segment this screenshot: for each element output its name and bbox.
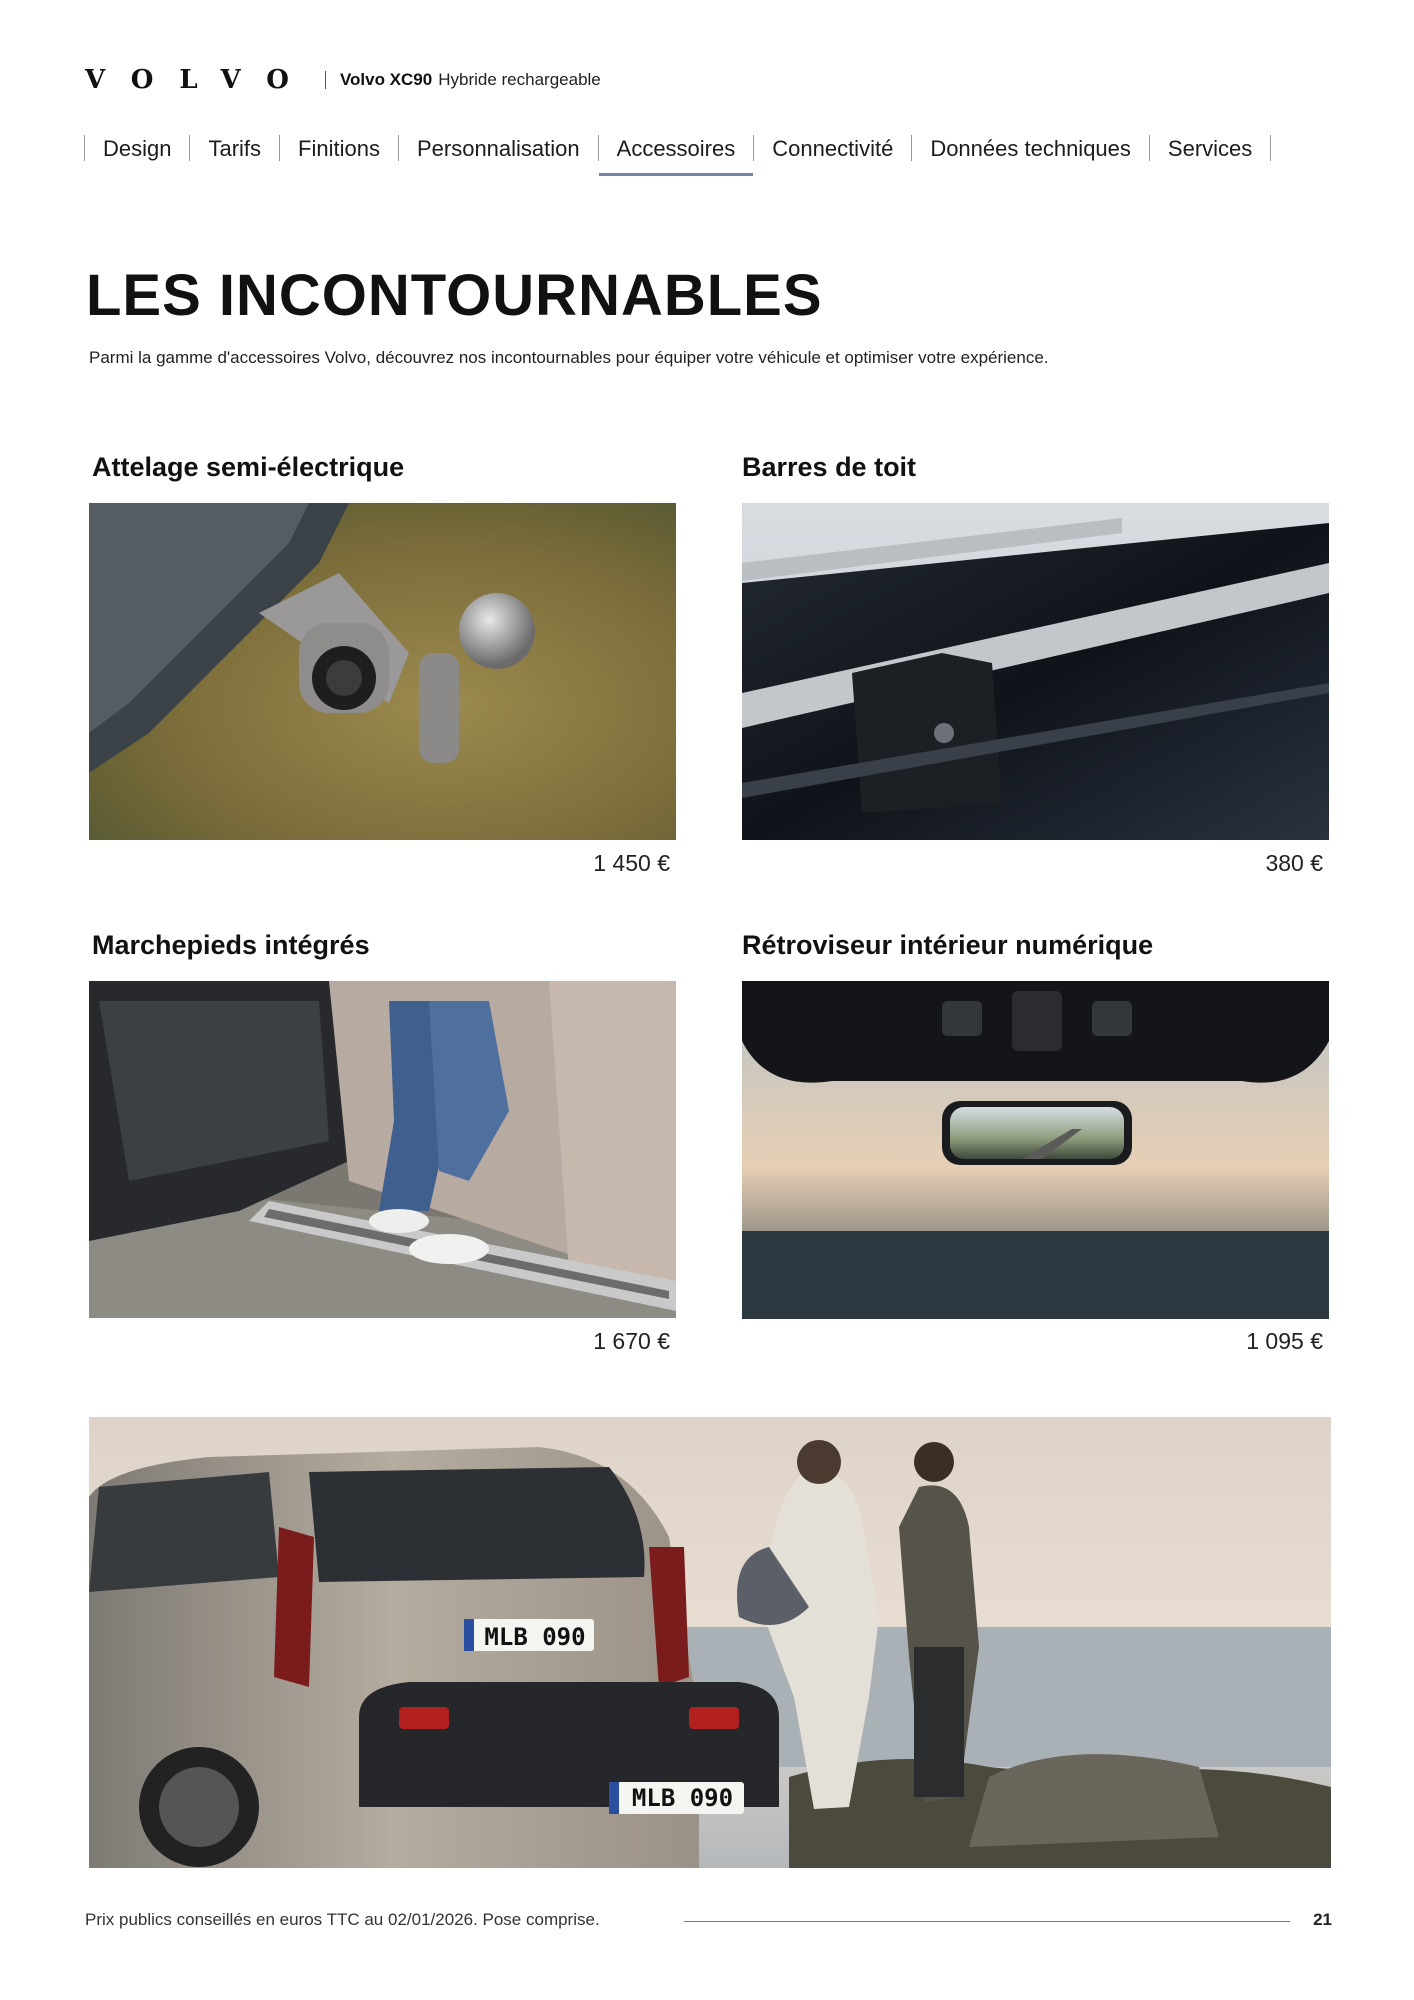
accessory-title-barres-de-toit: Barres de toit xyxy=(742,452,917,482)
nav-item-personnalisation[interactable]: Personnalisation xyxy=(416,136,580,161)
digital-mirror-photo xyxy=(742,981,1329,1319)
license-plate-carrier-text: MLB 090 xyxy=(631,1784,734,1812)
header-divider xyxy=(325,71,326,89)
model-name: Volvo XC90 xyxy=(339,70,433,89)
accessory-title-marchepieds: Marchepieds intégrés xyxy=(92,930,370,960)
nav-item-connectivite[interactable]: Connectivité xyxy=(772,136,894,161)
nav-item-accessoires[interactable]: Accessoires xyxy=(599,128,754,176)
nav-item-finitions[interactable]: Finitions xyxy=(298,136,380,161)
nav-item-design[interactable]: Design xyxy=(103,136,172,161)
tow-hitch-photo xyxy=(89,503,676,840)
accessory-price-attelage: 1 450 € xyxy=(593,850,670,876)
page-number: 21 xyxy=(1313,1910,1332,1929)
accessory-price-retroviseur: 1 095 € xyxy=(1246,1328,1323,1354)
nav-item-services[interactable]: Services xyxy=(1167,136,1253,161)
volvo-logo[interactable]: VOLVO xyxy=(85,65,315,95)
nav-item-donnees-techniques[interactable]: Données techniques xyxy=(930,136,1131,161)
license-plate-car-text: MLB 090 xyxy=(484,1623,586,1651)
accessory-title-attelage: Attelage semi-électrique xyxy=(92,452,405,482)
header xyxy=(85,64,601,96)
roof-bars-photo xyxy=(742,503,1329,840)
running-boards-photo xyxy=(89,981,676,1318)
nav-item-tarifs[interactable]: Tarifs xyxy=(208,136,262,161)
footer-divider xyxy=(684,1921,1290,1922)
accessory-price-barres-de-toit: 380 € xyxy=(1265,850,1323,876)
accessory-title-retroviseur: Rétroviseur intérieur numérique xyxy=(742,930,1154,960)
accessory-price-marchepieds: 1 670 € xyxy=(593,1328,670,1354)
section-nav xyxy=(84,128,1271,176)
page-intro: Parmi la gamme d'accessoires Volvo, découvrez nos incontournables pour équiper votre véhicule et optimiser votre expérience. xyxy=(89,348,1049,367)
model-subtitle: Hybride rechargeable xyxy=(438,70,601,89)
nav-divider xyxy=(1270,135,1271,161)
page-title: LES INCONTOURNABLES xyxy=(86,263,823,328)
footer-note: Prix publics conseillés en euros TTC au 02/01/2026. Pose comprise. xyxy=(85,1910,600,1929)
